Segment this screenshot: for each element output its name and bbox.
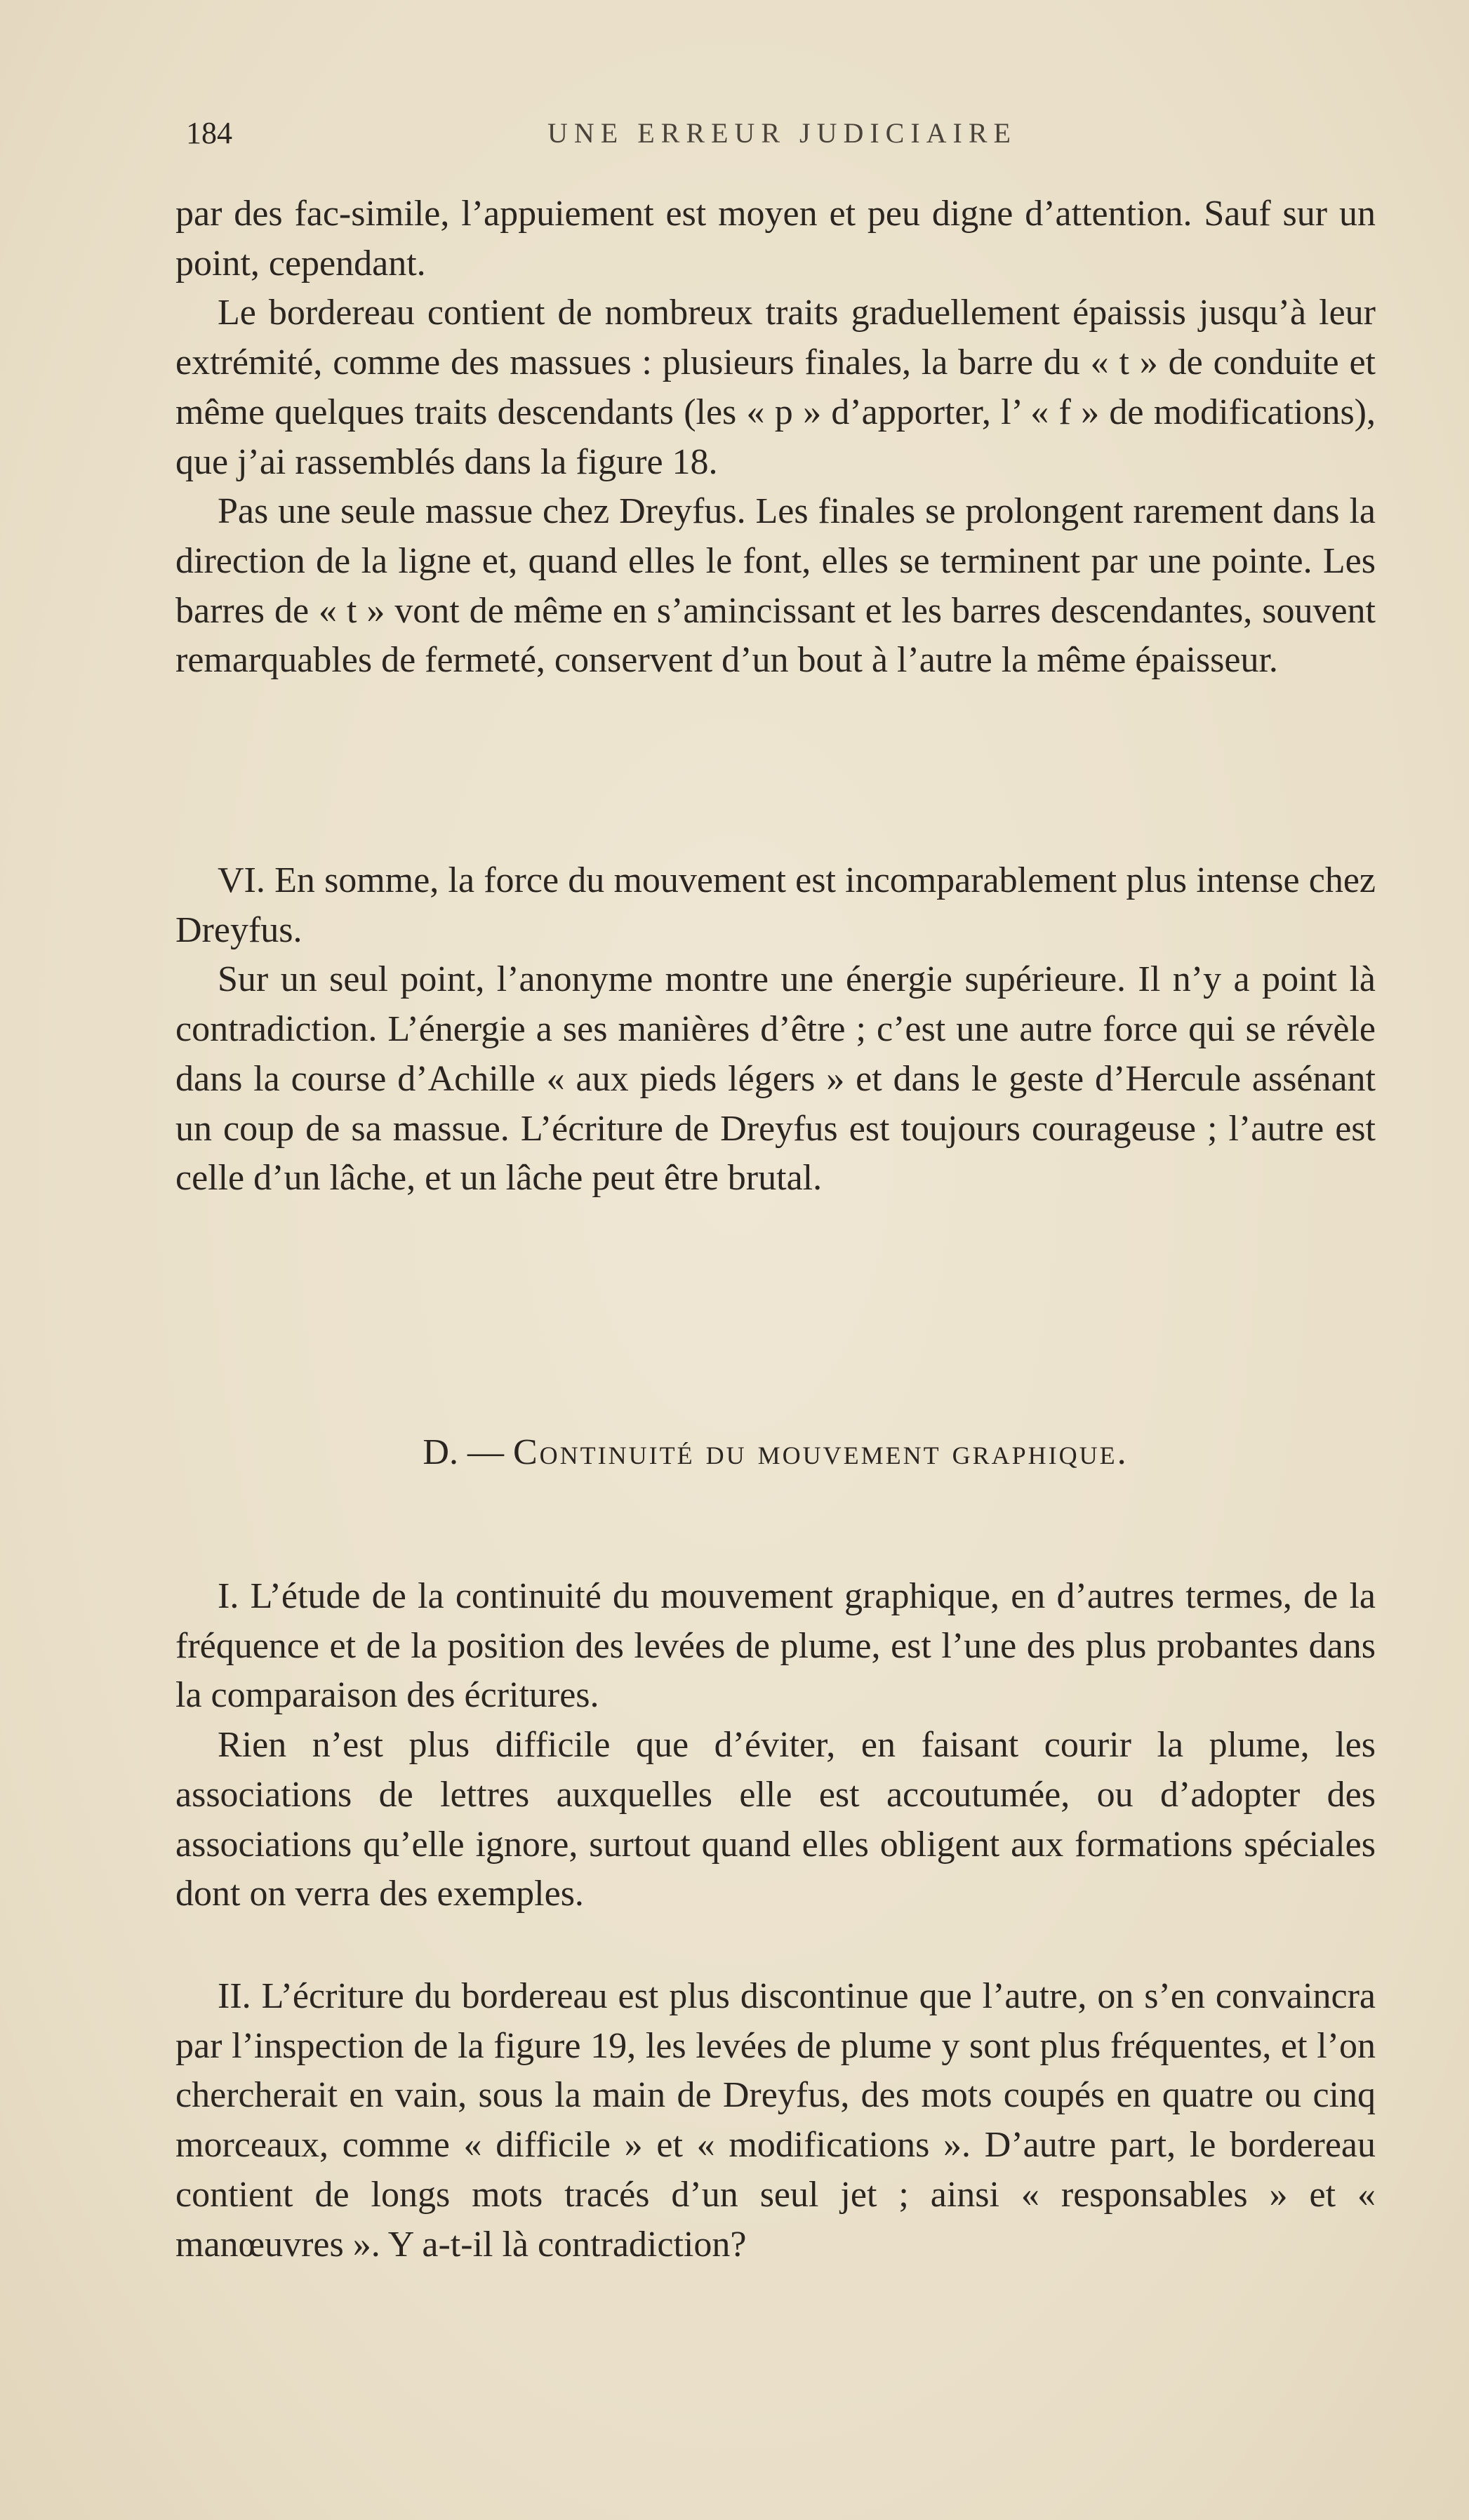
paragraph: par des fac-simile, l’appuiement est moyen et peu digne d’attention. Sauf sur un point, cependant. — [175, 194, 1376, 284]
section-title: Continuité du mouvement graphique. — [512, 1432, 1129, 1472]
paragraph: Le bordereau contient de nombreux traits graduellement épaissis jusqu’à leur extrémité, comme des massues : plusieurs finales, la barre du « t » de conduite et même quelques traits descendants (les « p » d’apporter, l’ « f » de modifications), que j’ai rassemblés dans la figure 18. — [175, 293, 1376, 482]
text-block-section-vi — [175, 856, 1376, 1204]
paragraph: II. L’écriture du bordereau est plus discontinue que l’autre, on s’en convaincra par l’inspection de la figure 19, les levées de plume y sont plus fréquentes, et l’on chercherait en vain, sous la main de Dreyfus, des mots coupés en quatre ou cinq morceaux, comme « difficile » et « modifications ». D’autre part, le bordereau contient de longs mots tracés d’un seul jet ; ainsi « responsables » et « manœuvres ». Y a-t-il là contradiction? — [175, 1976, 1376, 2265]
paragraph: Sur un seul point, l’anonyme montre une énergie supérieure. Il n’y a point là contradiction. L’énergie a ses manières d’être ; c’est une autre force qui se révèle dans la course d’Achille « aux pieds légers » et dans le geste d’Hercule assénant un coup de sa massue. L’écriture de Dreyfus est toujours courageuse ; l’autre est celle d’un lâche, et un lâche peut être brutal. — [175, 959, 1376, 1199]
text-block-section-i — [175, 1572, 1376, 1919]
section-heading — [175, 1428, 1376, 1477]
paragraph: I. L’étude de la continuité du mouvement graphique, en d’autres termes, de la fréquence et de la position des levées de plume, est l’une des plus probantes dans la comparaison des écritures. — [175, 1576, 1376, 1716]
paragraph: Pas une seule massue chez Dreyfus. Les finales se prolongent rarement dans la direction de la ligne et, quand elles le font, elles se terminent par une pointe. Les barres de « t » vont de même en s’amincissant et les barres descendantes, souvent remarquables de fermeté, conservent d’un bout à l’autre la même épaisseur. — [175, 491, 1376, 681]
text-block-section-ii — [175, 1972, 1376, 2269]
section-letter: D. — [423, 1432, 458, 1472]
text-block-intro — [175, 189, 1376, 686]
paragraph: VI. En somme, la force du mouvement est incomparablement plus intense chez Dreyfus. — [175, 860, 1376, 950]
running-title: UNE ERREUR JUDICIAIRE — [547, 117, 1017, 149]
page-number: 184 — [186, 116, 232, 150]
running-head — [186, 105, 1379, 161]
section-dash: — — [467, 1432, 504, 1472]
paragraph: Rien n’est plus difficile que d’éviter, en faisant courir la plume, les associations de lettres auxquelles elle est accoutumée, ou d’adopter des associations qu’elle ignore, surtout quand elles obligent aux formations spéciales dont on verra des exemples. — [175, 1725, 1376, 1914]
